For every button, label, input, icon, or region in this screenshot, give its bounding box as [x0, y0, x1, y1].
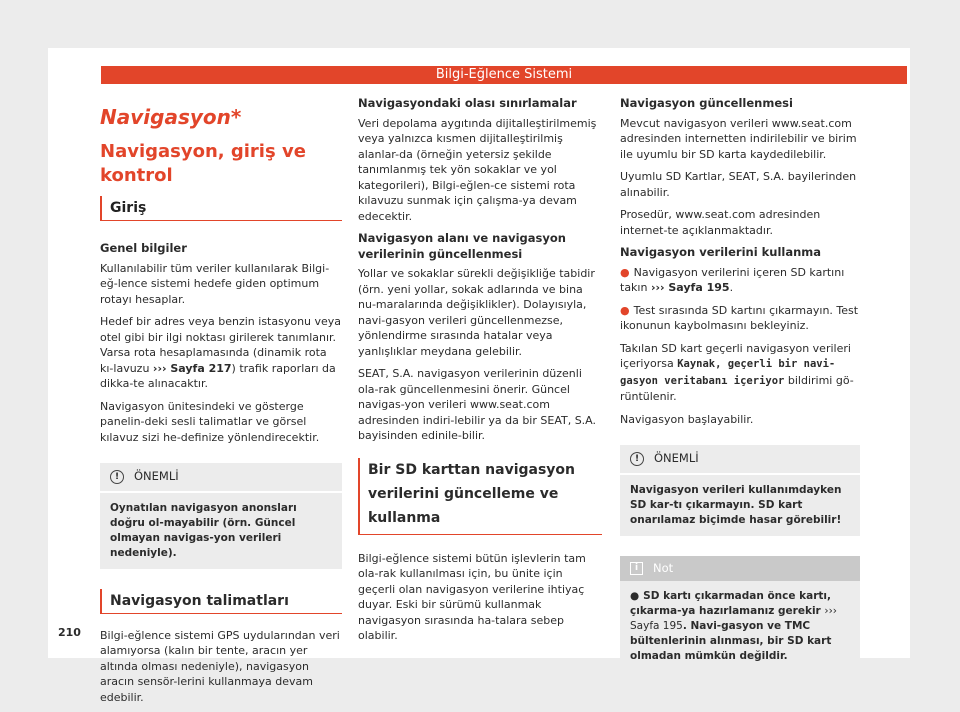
warning-icon: !: [110, 470, 124, 484]
warning-icon: !: [630, 452, 644, 466]
update-heading: Navigasyon güncellenmesi: [620, 96, 793, 110]
info-icon: i: [630, 562, 643, 575]
bullet-icon: ●: [620, 303, 630, 317]
paragraph: Mevcut navigasyon verileri www.seat.com adresinden internetten indirilebilir ve birim ile uyumlu bir SD karta kaydedilebilir.: [620, 116, 857, 161]
page-header: Bilgi-Eğlence Sistemi: [101, 66, 907, 84]
bullet-item: ● Navigasyon verilerini içeren SD kartını takın ››› Sayfa 195.: [620, 265, 845, 294]
chapter-title: Navigasyon*: [100, 105, 242, 129]
use-heading: Navigasyon verilerini kullanma: [620, 245, 822, 259]
bullet-item: ● Test sırasında SD kartını çıkarmayın. Test ikonunun kaybolmasını bekleyiniz.: [620, 303, 859, 332]
warning-box: [100, 463, 342, 569]
paragraph: Bilgi-eğlence sistemi bütün işlevlerin tam ola-rak kullanılması için, bu ünite için geçerli olan navigasyon verilerine ihtiyaç duyar. Eski bir sürümü kullanmak navigasyon sırasında ha-talara sebep olabilir.: [358, 551, 586, 642]
note-text: ● SD kartı çıkarmadan önce kartı, çıkarma-ya hazırlamanız gerekir ››› Sayfa 195. Navi-gasyon ve TMC bültenlerinin alınması, bir SD kart olmadan mümkün değildir.: [630, 590, 838, 662]
paragraph: Hedef bir adres veya benzin istasyonu veya otel gibi bir ilgi noktası girilerek tanımlanır. Varsa rota hesaplamasında (dinamik rota kı-lavuzu ››› Sayfa 217) trafik raporları da dikka-te alınacaktır.: [100, 315, 342, 390]
section-title: Navigasyon, giriş ve kontrol: [100, 141, 306, 186]
page-link[interactable]: ››› Sayfa 217: [152, 361, 232, 375]
paragraph: Uyumlu SD Kartlar, SEAT, S.A. bayilerinden alınabilir.: [620, 170, 857, 199]
paragraph: Yollar ve sokaklar sürekli değişikliğe tabidir (örn. yeni yollar, sokak adlarında ve bina nu-maralarında değişiklikler). Dolayısıyla, navi-gasyon verileri güncellenmezse, yönlendirme sırasında hatalar veya yanlışlıklar meydana gelebilir.: [358, 267, 595, 358]
warning-title: ÖNEMLİ: [654, 451, 699, 465]
warning-text: Oynatılan navigasyon anonsları doğru ol-mayabilir (örn. Güncel olmayan navigas-yon verileri nedeniyle).: [110, 501, 297, 559]
column-1: [100, 96, 342, 712]
bullet-icon: ●: [630, 590, 640, 602]
subsection-title: Giriş: [100, 196, 342, 221]
warning-title: ÖNEMLİ: [134, 469, 179, 483]
paragraph: Prosedür, www.seat.com adresinden internet-te açıklanmaktadır.: [620, 208, 821, 237]
update-heading: Navigasyon alanı ve navigasyon verilerinin güncellenmesi: [358, 231, 566, 261]
page-link[interactable]: ››› Sayfa 195: [650, 281, 730, 294]
system-message: Kaynak, geçerli bir navi-gasyon veritabanı içeriyor: [620, 358, 836, 387]
note-title: Not: [653, 560, 674, 575]
page-number: 210: [58, 626, 81, 639]
subsection-title: Navigasyon talimatları: [100, 589, 342, 614]
note-box: [620, 556, 860, 673]
subsection-title: Bir SD karttan navigasyon verilerini güncelleme ve kullanma: [358, 458, 602, 535]
paragraph: Takılan SD kart geçerli navigasyon verileri içeriyorsa Kaynak, geçerli bir navi-gasyon veritabanı içeriyor bildirimi gö-rüntülenir.: [620, 341, 854, 403]
bullet-icon: ●: [620, 265, 630, 279]
paragraph: Bilgi-eğlence sistemi GPS uydularından veri alamıyorsa (kalın bir tente, aracın yer altında olması nedeniyle), navigasyon aracın sensör-lerini kullanmaya devam edebilir.: [100, 628, 340, 704]
paragraph: Navigasyon ünitesindeki ve gösterge panelin-deki sesli talimatlar ve görsel kılavuz sizi he-definize yönlendirecektir.: [100, 399, 320, 444]
paragraph: Kullanılabilir tüm veriler kullanılarak Bilgi-eğ-lence sistemi hedefe giden optimum rotayı hesaplar.: [100, 261, 330, 306]
paragraph: SEAT, S.A. navigasyon verilerinin düzenli ola-rak güncellenmesini önerir. Güncel navigas-yon verileri www.seat.com adresinden indiri-lebilir ya da bir SEAT, S.A. bayisinden edinile-bilir.: [358, 367, 597, 442]
column-3: [620, 96, 860, 672]
warning-box: [620, 445, 860, 536]
manual-page: [48, 48, 910, 704]
paragraph: Veri depolama aygıtında dijitalleştirilmemiş veya yalnızca kısmen dijitalleştirilmiş alanlar-da (örneğin yetersiz şekilde tanımlanmış tek yön sokaklar ve yol kategorileri), Bilgi-eğlen-ce sistemi rota kılavuzu sunmak için çalışma-ya devam edecektir.: [358, 116, 597, 223]
column-2: [358, 96, 602, 651]
paragraph: Navigasyon başlayabilir.: [620, 412, 754, 426]
page-link[interactable]: ››› Sayfa 195: [630, 605, 838, 632]
general-heading: Genel bilgiler: [100, 241, 187, 255]
warning-text: Navigasyon verileri kullanımdayken SD kar-tı çıkarmayın. SD kart onarılamaz biçimde hasar görebilir!: [630, 483, 842, 526]
limits-heading: Navigasyondaki olası sınırlamalar: [358, 96, 577, 110]
